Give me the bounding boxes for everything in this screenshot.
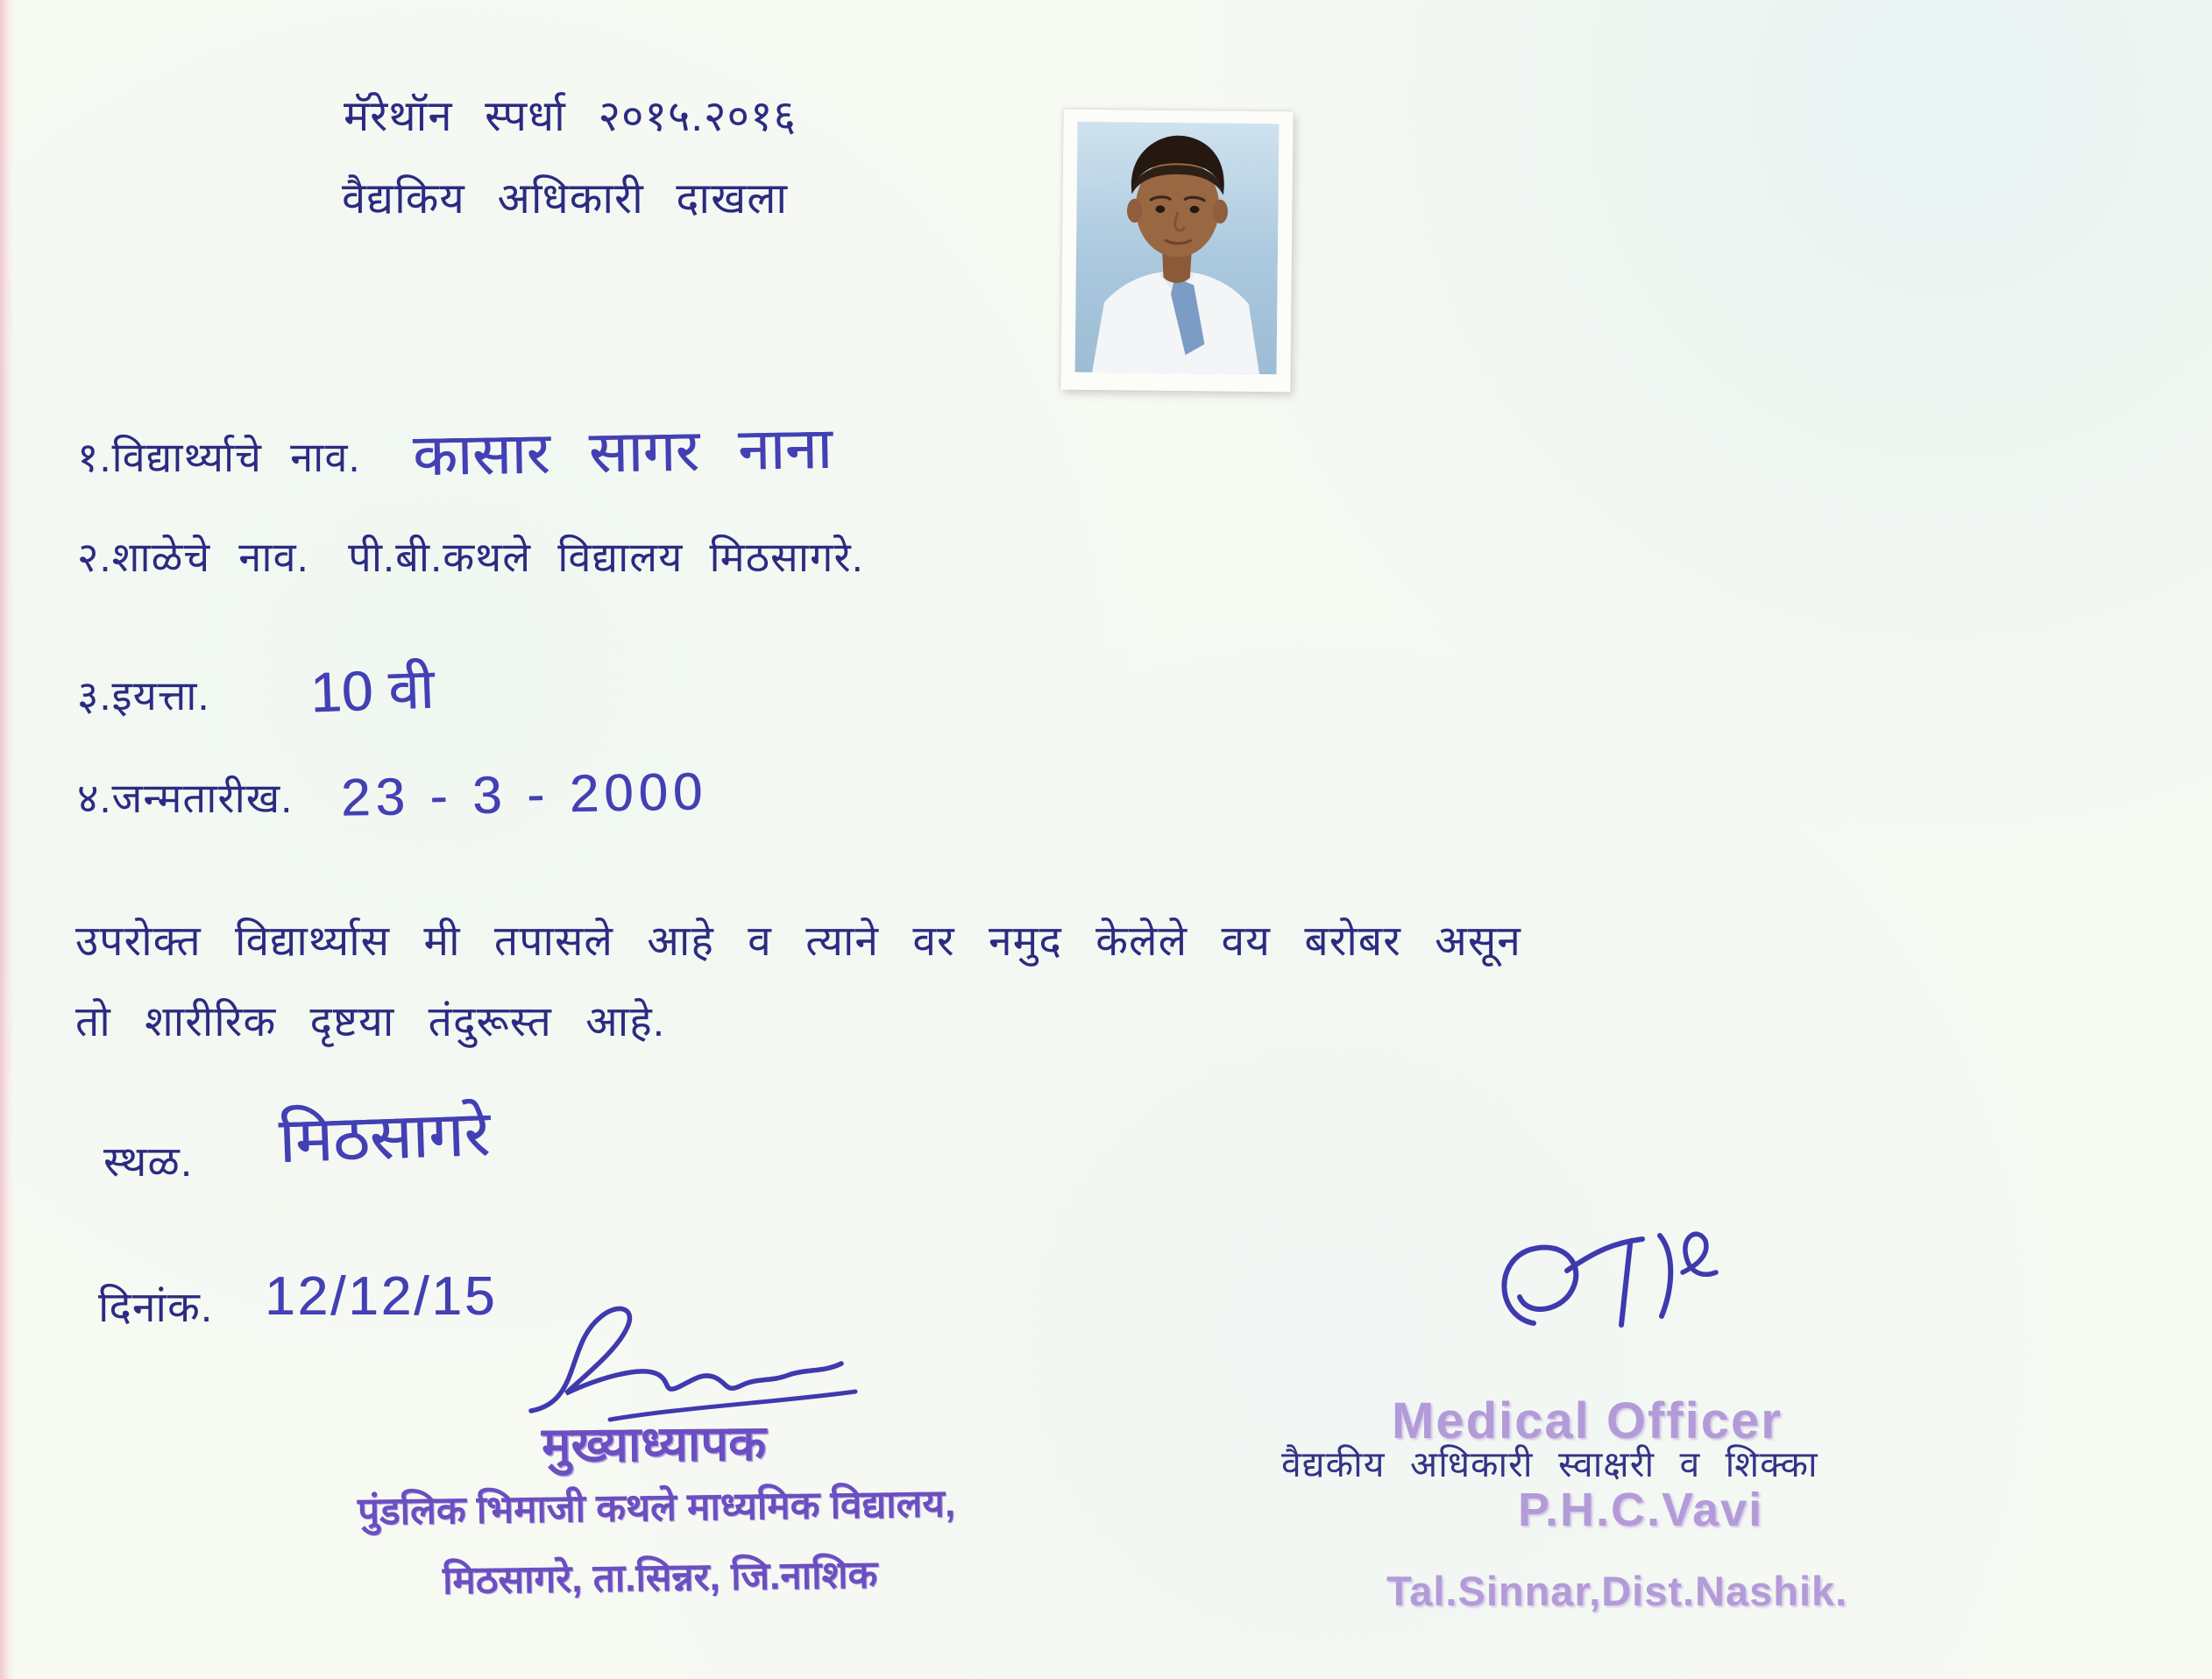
field-student-name-value: कासार सागर नाना	[412, 414, 833, 488]
headmaster-designation-stamp: मुख्याध्यापक	[541, 1414, 767, 1473]
field-school-name-value: पी.बी.कथले विद्यालय मिठसागरे.	[348, 534, 864, 580]
document-subtitle: वैद्यकिय अधिकारी दाखला	[342, 175, 789, 223]
date-label: दिनांक.	[98, 1285, 214, 1331]
scan-edge-artifact	[0, 0, 14, 1679]
medical-officer-stamp-line-3: Tal.Sinnar,Dist.Nashik.	[1386, 1568, 1848, 1614]
field-birthdate-label: ४.जन्मतारीख.	[77, 775, 294, 821]
document-title: मॅरेथॉन स्पर्धा २०१५.२०१६	[344, 93, 797, 140]
place-row	[103, 1098, 492, 1189]
declaration-line-2: तो शारीरिक दृष्टया तंदुरूस्त आहे.	[75, 999, 666, 1045]
date-row	[98, 1266, 498, 1335]
student-photo-image	[1075, 122, 1280, 374]
field-student-name-label: १.विद्यार्थ्याचे नाव.	[77, 434, 361, 480]
student-photo	[1060, 110, 1293, 393]
medical-officer-stamp-line-2: P.H.C.Vavi	[1518, 1484, 1764, 1536]
field-birthdate	[77, 764, 707, 825]
date-value: 12/12/15	[265, 1266, 498, 1327]
declaration-line-1: उपरोक्त विद्यार्थ्यास मी तपासले आहे व त्याने वर नमुद केलेले वय बरोबर असून	[75, 918, 1521, 965]
school-stamp-line-1: पुंडलिक भिमाजी कथले माध्यमिक विद्यालय,	[357, 1482, 956, 1534]
field-class	[77, 650, 434, 726]
medical-officer-signature	[1479, 1216, 1742, 1392]
field-class-label: ३.इयत्ता.	[77, 672, 210, 719]
field-school-name-label: २.शाळेचे नाव.	[77, 534, 309, 580]
field-class-value: 10 वी	[308, 656, 436, 725]
field-school-name	[77, 528, 864, 584]
field-student-name	[77, 410, 832, 489]
school-stamp-line-2: मिठसागरे, ता.सिन्नर, जि.नाशिक	[442, 1553, 878, 1603]
place-label: स्थळ.	[103, 1139, 194, 1186]
medical-officer-label: वैद्यकीय अधिकारी स्वाक्षरी व शिक्का	[1281, 1444, 1819, 1484]
medical-officer-stamp-line-1: Medical Officer	[1392, 1392, 1783, 1449]
field-birthdate-value: 23 - 3 - 2000	[340, 762, 708, 827]
place-value: मिठसागरे	[277, 1098, 492, 1177]
